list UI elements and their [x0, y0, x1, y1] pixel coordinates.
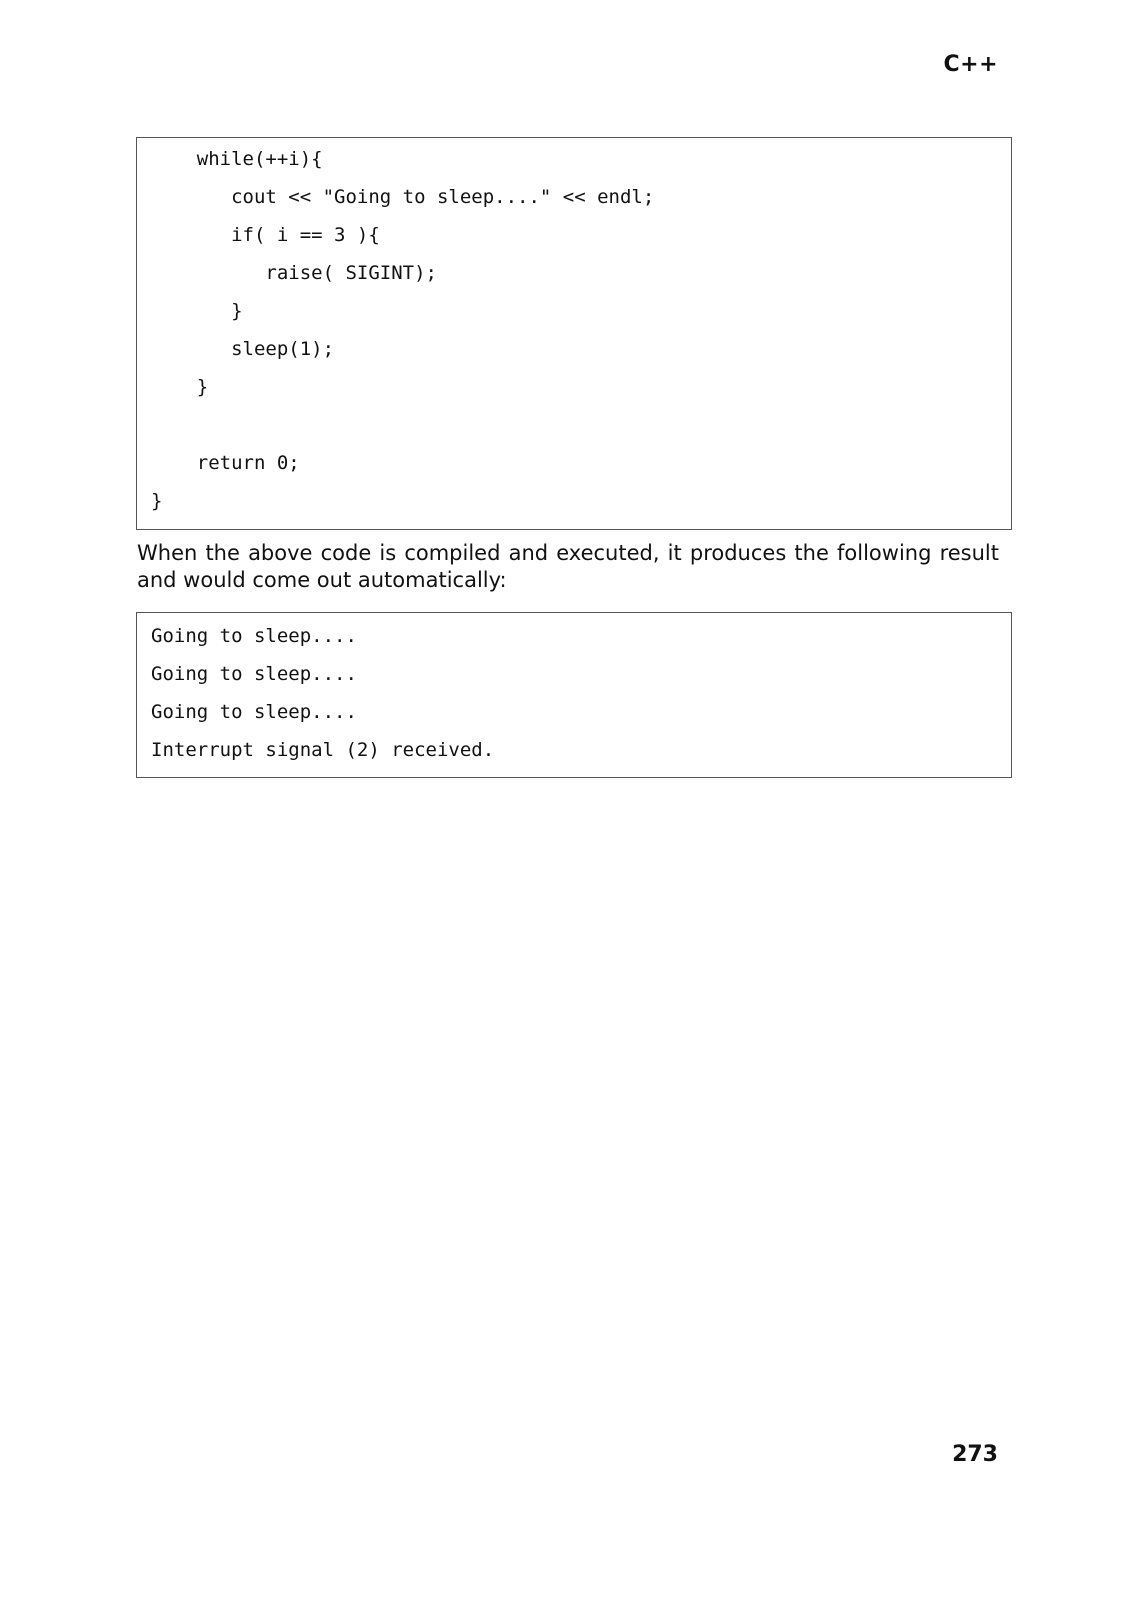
- code-line: while(++i){: [151, 148, 323, 170]
- code-line: }: [151, 376, 209, 398]
- output-line: Interrupt signal (2) received.: [151, 739, 495, 761]
- output-line: Going to sleep....: [151, 625, 357, 647]
- page-header-title: C++: [943, 52, 998, 77]
- code-line: raise( SIGINT);: [151, 262, 437, 284]
- code-line: sleep(1);: [151, 338, 335, 360]
- code-line: }: [151, 300, 243, 322]
- source-code-block: [136, 137, 1012, 530]
- output-line: Going to sleep....: [151, 701, 357, 723]
- code-line: return 0;: [151, 452, 300, 474]
- code-line: if( i == 3 ){: [151, 224, 380, 246]
- output-code-block: [136, 612, 1012, 778]
- code-line: cout << "Going to sleep...." << endl;: [151, 186, 655, 208]
- body-paragraph: When the above code is compiled and executed, it produces the following result and would come out automatically:: [137, 541, 999, 592]
- output-line: Going to sleep....: [151, 663, 357, 685]
- page-number: 273: [952, 1442, 998, 1467]
- code-line: }: [151, 490, 163, 512]
